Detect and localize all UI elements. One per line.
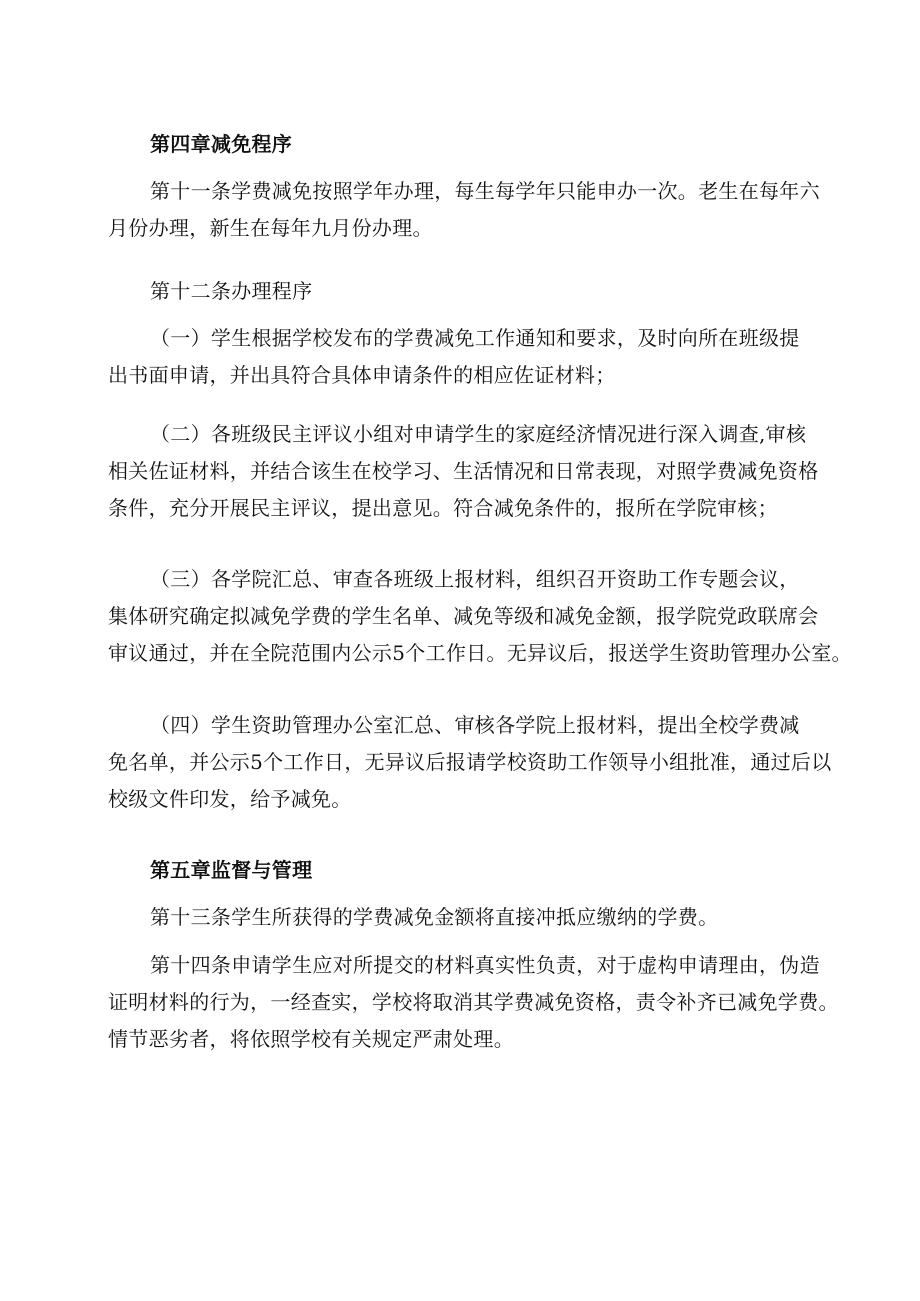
article-11-line-2: 月份办理，新生在每年九月份办理。 — [108, 216, 433, 240]
article-12-item-1 — [108, 320, 820, 394]
item-2-line-3: 条件，充分开展民主评议，提出意见。符合减免条件的，报所在学院审核； — [108, 496, 778, 520]
item-1-line-1: （一）学生根据学校发布的学费减免工作通知和要求，及时向所在班级提 — [150, 326, 800, 350]
item-2-line-2: 相关佐证材料，并结合该生在校学习、生活情况和日常表现，对照学费减免资格 — [108, 459, 819, 483]
article-11-line-1: 第十一条学费减免按照学年办理，每生每学年只能申办一次。老生在每年六 — [150, 179, 820, 203]
article-14-paragraph — [108, 947, 839, 1058]
item-4-line-2: 免名单，并公示5个工作日，无异议后报请学校资助工作领导小组批准，通过后以 — [108, 750, 832, 774]
article-11-paragraph — [108, 173, 820, 247]
item-4-line-3: 校级文件印发，给予减免。 — [108, 787, 352, 811]
article-12-item-3 — [108, 561, 852, 672]
item-1-line-2: 出书面申请，并出具符合具体申请条件的相应佐证材料； — [108, 363, 616, 387]
article-14-line-2: 证明材料的行为，一经查实，学校将取消其学费减免资格，责令补齐已减免学费。 — [108, 990, 839, 1014]
chapter-4-heading-text: 第四章减免程序 — [150, 132, 293, 156]
article-14-line-1: 第十四条申请学生应对所提交的材料真实性负责，对于虚构申请理由，伪造 — [150, 953, 820, 977]
article-12-title-text: 第十二条办理程序 — [150, 279, 313, 303]
item-4-line-1: （四）学生资助管理办公室汇总、审核各学院上报材料，提出全校学费减 — [150, 713, 800, 737]
item-3-line-2: 集体研究确定拟减免学费的学生名单、减免等级和减免金额，报学院党政联席会 — [108, 604, 819, 628]
chapter-5-heading-text: 第五章监督与管理 — [150, 858, 313, 882]
item-2-line-1: （二）各班级民主评议小组对申请学生的家庭经济情况进行深入调查,审核 — [150, 422, 807, 446]
article-13-line-1: 第十三条学生所获得的学费减免金额将直接冲抵应缴纳的学费。 — [150, 905, 719, 929]
article-12-item-2 — [108, 416, 820, 527]
chapter-4-heading — [108, 126, 820, 163]
article-14-line-3: 情节恶劣者，将依照学校有关规定严肃处理。 — [108, 1027, 514, 1051]
item-3-line-1: （三）各学院汇总、审查各班级上报材料，组织召开资助工作专题会议， — [150, 567, 800, 591]
chapter-5-heading — [108, 852, 820, 889]
article-12-title — [108, 273, 820, 310]
article-12-item-4 — [108, 707, 832, 818]
article-13-paragraph — [108, 899, 820, 936]
item-3-line-3: 审议通过，并在全院范围内公示5个工作日。无异议后，报送学生资助管理办公室。 — [108, 641, 852, 665]
